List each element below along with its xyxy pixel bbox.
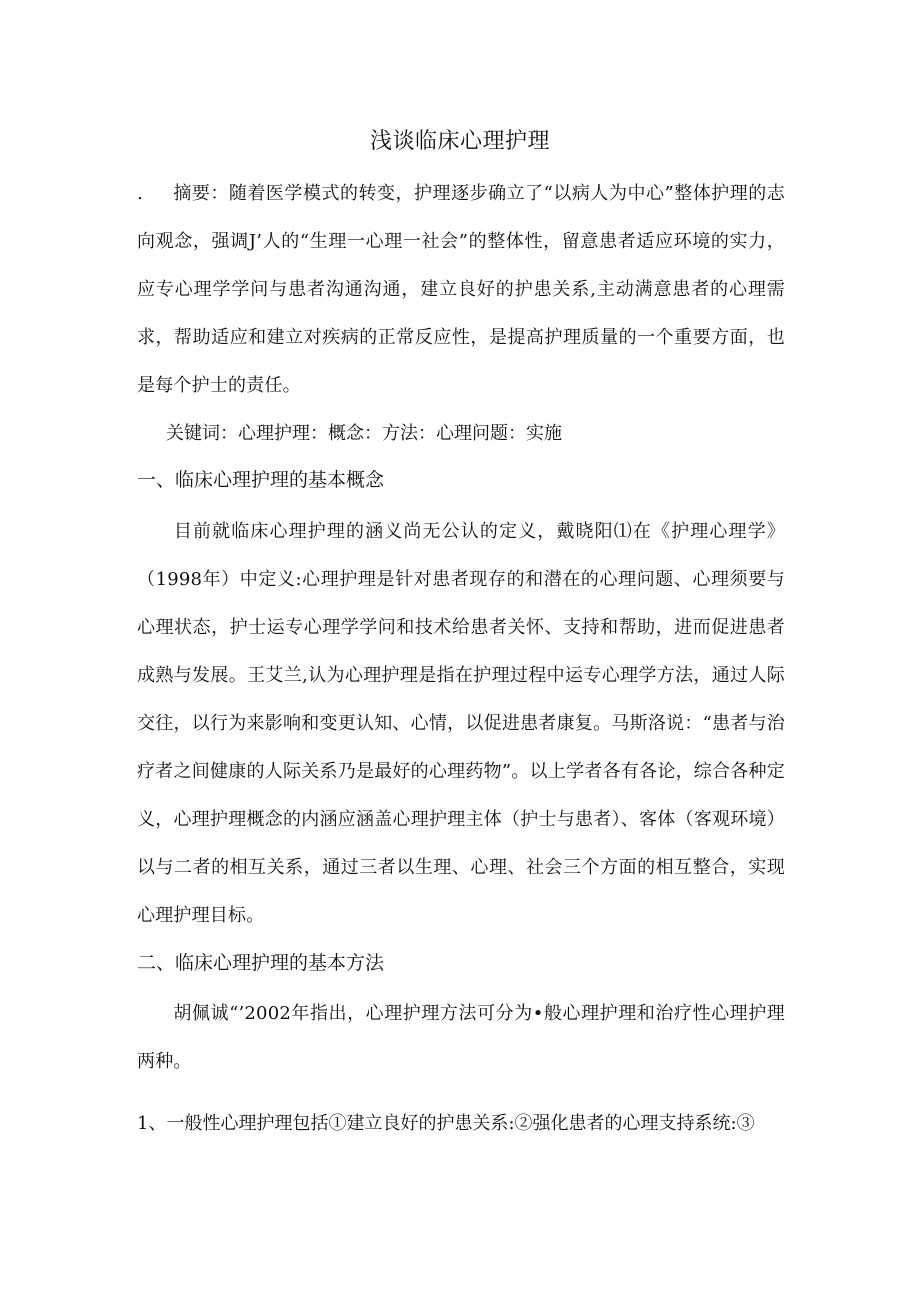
section-1-paragraph <box>137 508 785 940</box>
abstract-lead: . <box>137 183 143 204</box>
keywords-text: 心理护理：概念：方法：心理问题：实施 <box>238 423 562 444</box>
section-1-text: 目前就临床心理护理的涵义尚无公认的定义，戴晓阳⑴在《护理心理学》（1998年）中定义:心理护理是针对患者现存的和潜在的心理问题、心理须要与心理状态，护士运专心理学学问和技术给患者关怀、支持和帮助，进而促进患者成熟与发展。王艾兰,认为心理护理是指在护理过程中运专心理学方法，通过人际交往，以行为来影响和变更认知、心情，以促进患者康复。马斯洛说：“患者与治疗者之间健康的人际关系乃是最好的心理药物”。以上学者各有各论，综合各种定义，心理护理概念的内涵应涵盖心理护理主体（护士与患者）、客体（客观环境）以与二者的相互关系，通过三者以生理、心理、社会三个方面的相互整合，实现心理护理目标。 <box>137 521 785 926</box>
abstract-text: 摘要：随着医学模式的转变，护理逐步确立了“以病人为中心”整体护理的志向观念，强调J’人的“生理一心理一社会”的整体性，留意患者适应环境的实力，应专心理学学问与患者沟通沟通，建立良好的护患关系,主动满意患者的心理需求，帮助适应和建立对疾病的正常反应性，是提高护理质量的一个重要方面，也是每个护士的责任。 <box>137 183 785 396</box>
section-2-paragraph <box>137 990 785 1086</box>
section-heading-2: 二、临床心理护理的基本方法 <box>137 952 385 974</box>
keywords-label: 关键词： <box>166 423 238 444</box>
list-item-1: 1、一般性心理护理包括①建立良好的护患关系:②强化患者的心理支持系统:③ <box>137 1113 755 1134</box>
section-2-text: 胡佩诚“’2002年指出，心理护理方法可分为•般心理护理和治疗性心理护理两种。 <box>137 1003 785 1072</box>
keywords-line <box>166 418 562 450</box>
section-heading-1: 一、临床心理护理的基本概念 <box>137 469 385 491</box>
abstract-paragraph <box>137 170 785 410</box>
document-title: 浅谈临床心理护理 <box>369 129 550 154</box>
